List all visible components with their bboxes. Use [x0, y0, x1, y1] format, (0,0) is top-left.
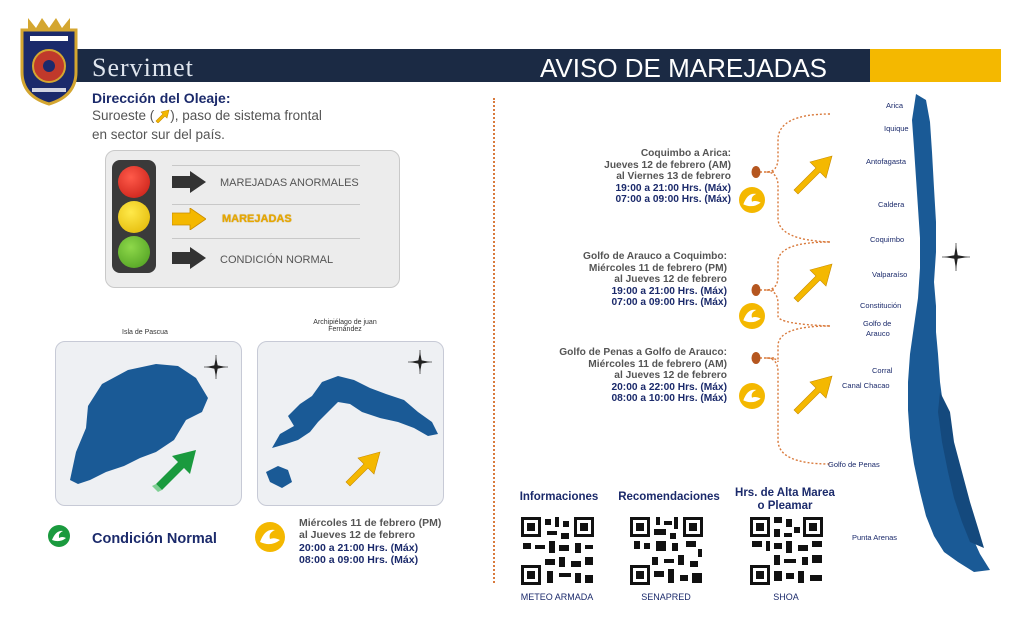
- header-accent-bar: [870, 49, 1001, 82]
- compass-icon: [942, 243, 970, 271]
- jf-line1: Miércoles 11 de febrero (PM): [299, 517, 442, 529]
- qr-heading-marea-line2: o Pleamar: [757, 500, 813, 512]
- legend-arrow-icon: [172, 247, 206, 274]
- yellow-arrow-icon: [794, 376, 832, 414]
- header-banner: [56, 49, 1000, 82]
- region-marker: [752, 352, 761, 364]
- region-coquimbo-arica: [540, 148, 731, 206]
- yellow-wave-arrow-icon: [346, 452, 380, 486]
- region-marker: [752, 284, 761, 296]
- wave-icon: [739, 383, 765, 414]
- condicion-normal-label: Condición Normal: [92, 531, 217, 547]
- green-light: [118, 236, 150, 268]
- direction-arrow-icon: [154, 109, 170, 127]
- marejadas-wave-icon: [255, 522, 285, 557]
- region-line3: al Viernes 13 de febrero: [616, 171, 731, 183]
- normal-wave-icon: [48, 525, 70, 552]
- legend-divider: [172, 204, 360, 205]
- wave-direction-title: Dirección del Oleaje:: [92, 90, 231, 106]
- region-name: Golfo de Arauco a Coquimbo:: [583, 251, 727, 262]
- region-line5: 08:00 a 10:00 Hrs. (Máx): [611, 393, 727, 405]
- city-label: Arica: [886, 101, 904, 110]
- qr-caption-meteo: METEO ARMADA: [520, 592, 594, 602]
- qr-code-meteo[interactable]: [519, 515, 596, 587]
- city-label: Arauco: [866, 329, 890, 338]
- legend-label-anormales: MAREJADAS ANORMALES: [220, 177, 359, 189]
- wave-icon: [739, 303, 765, 334]
- region-name: Golfo de Penas a Golfo de Arauco:: [559, 347, 727, 358]
- legend-divider: [172, 238, 360, 239]
- jf-map-panel: [257, 341, 444, 506]
- wave-icon: [739, 187, 765, 218]
- city-label: Golfo de: [863, 319, 892, 328]
- wave-direction-text: [92, 108, 392, 143]
- green-wave-arrow-icon: [152, 450, 196, 492]
- compass-icon: [204, 355, 228, 379]
- region-arauco-coquimbo: [520, 251, 727, 309]
- section-divider: [493, 98, 495, 583]
- city-label: Punta Arenas: [852, 533, 898, 542]
- city-label: Coquimbo: [870, 235, 905, 244]
- region-name: Coquimbo a Arica:: [640, 148, 731, 159]
- region-line4: 19:00 a 21:00 Hrs. (Máx): [615, 182, 731, 194]
- jf-caption: [290, 319, 400, 333]
- qr-code-shoa[interactable]: [748, 515, 825, 587]
- pascua-map-panel: [55, 341, 242, 506]
- legend-label-marejadas: MAREJADAS: [222, 213, 292, 225]
- legend-arrow-icon: [172, 208, 206, 235]
- page-title: AVISO DE MAREJADAS: [540, 53, 828, 83]
- region-line2: Jueves 12 de febrero (AM): [604, 159, 731, 171]
- region-line4: 19:00 a 21:00 Hrs. (Máx): [611, 285, 727, 297]
- region-line5: 07:00 a 09:00 Hrs. (Máx): [615, 194, 731, 206]
- yellow-light: [118, 201, 150, 233]
- jf-forecast: [299, 517, 441, 567]
- pascua-island-map: [56, 342, 241, 505]
- jf-caption-line2: Fernández: [328, 326, 362, 333]
- qr-heading-informaciones: Informaciones: [519, 491, 599, 503]
- city-label: Golfo de Penas: [828, 460, 880, 469]
- region-penas-arauco: [520, 347, 727, 405]
- yellow-arrow-icon: [794, 264, 832, 302]
- legend-arrow-icon: [172, 171, 206, 198]
- city-label: Antofagasta: [866, 157, 907, 166]
- jf-caption-line1: Archipiélago de juan: [313, 319, 377, 326]
- jf-line3: 20:00 a 21:00 Hrs. (Máx): [299, 541, 419, 554]
- qr-heading-marea: [727, 487, 843, 513]
- region-line2: Miércoles 11 de febrero (AM): [588, 358, 727, 370]
- compass-icon: [408, 350, 432, 374]
- pascua-caption: Isla de Pascua: [122, 329, 168, 336]
- city-label: Iquique: [884, 124, 909, 133]
- city-label: Canal Chacao: [842, 381, 890, 390]
- city-label: Corral: [872, 366, 893, 375]
- jf-line2: al Jueves 12 de febrero: [299, 529, 416, 542]
- qr-caption-shoa: SHOA: [773, 592, 799, 602]
- jf-line4: 08:00 a 09:00 Hrs. (Máx): [299, 554, 419, 567]
- direction-suffix: ), paso de sistema frontal: [170, 108, 322, 123]
- region-line3: al Jueves 12 de febrero: [614, 274, 727, 286]
- yellow-arrow-icon: [794, 156, 832, 194]
- city-label: Constitución: [860, 301, 902, 310]
- region-marker: [752, 166, 761, 178]
- red-light: [118, 166, 150, 198]
- direction-prefix: Suroeste (: [92, 108, 155, 123]
- city-label: Caldera: [878, 200, 905, 209]
- qr-heading-marea-line1: Hrs. de Alta Marea: [735, 487, 835, 499]
- qr-caption-senapred: SENAPRED: [641, 592, 691, 602]
- brand-name: Servimet: [92, 53, 194, 82]
- legend-divider: [172, 165, 360, 166]
- legend-label-normal: CONDICIÓN NORMAL: [220, 254, 334, 266]
- jf-island-map: [258, 342, 443, 505]
- direction-line2: en sector sur del país.: [92, 127, 225, 142]
- region-line2: Miércoles 11 de febrero (PM): [588, 262, 727, 274]
- region-line3: al Jueves 12 de febrero: [614, 370, 727, 382]
- armada-shield-logo: [18, 14, 80, 106]
- qr-heading-recomendaciones: Recomendaciones: [618, 491, 720, 503]
- region-line4: 20:00 a 22:00 Hrs. (Máx): [611, 381, 727, 393]
- region-line5: 07:00 a 09:00 Hrs. (Máx): [611, 297, 727, 309]
- qr-code-senapred[interactable]: [628, 515, 705, 587]
- city-label: Valparaíso: [872, 270, 908, 279]
